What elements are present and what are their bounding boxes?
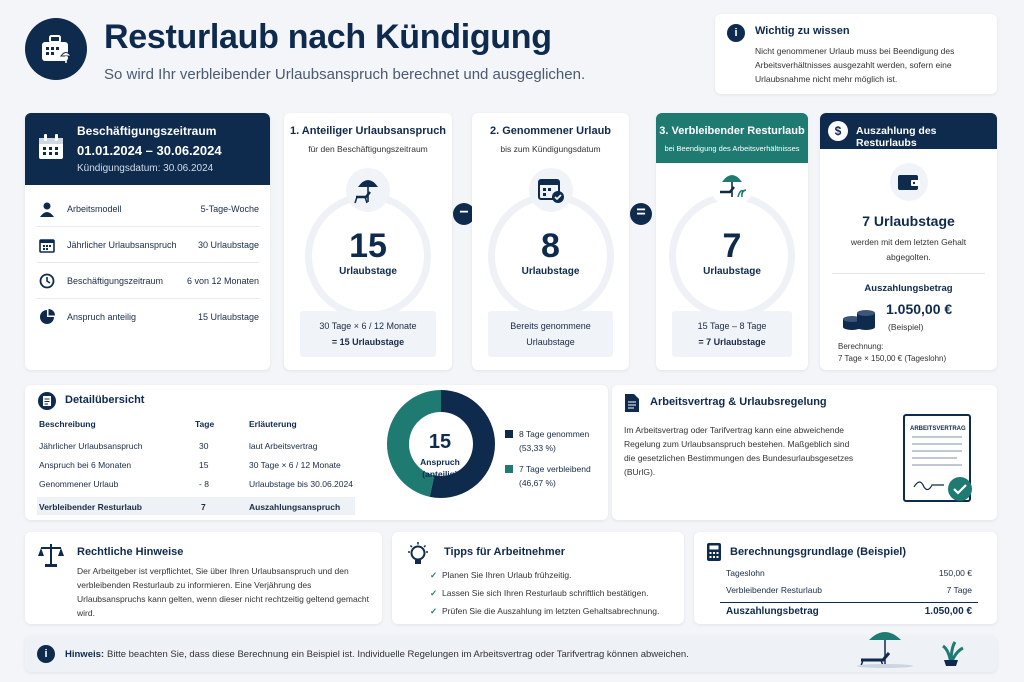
payout-card [820, 113, 997, 370]
payout-title: Auszahlung des Resturlaubs [856, 125, 937, 149]
page-title: Resturlaub nach Kündigung [104, 18, 552, 56]
person-icon [39, 201, 55, 217]
row-value: 30 Urlaubstage [197, 240, 259, 250]
calc-result: = 15 Urlaubstage [331, 337, 405, 347]
basis-label: Verbleibender Resturlaub [726, 585, 822, 595]
detail-title: Detailübersicht [65, 394, 145, 406]
employment-row [37, 227, 259, 263]
tip-item [430, 588, 648, 599]
legend-swatch [505, 465, 513, 473]
step-calculation [672, 311, 792, 357]
table-cell: Urlaubstage bis 30.06.2024 [249, 479, 353, 489]
document-icon [624, 393, 640, 413]
hint-bar [25, 636, 997, 672]
step-card-taken [472, 113, 629, 370]
row-value: 15 Urlaubstage [197, 312, 259, 322]
contract-title: Arbeitsvertrag & Urlaubsregelung [650, 396, 827, 408]
table-cell: Anspruch bei 6 Monaten [39, 460, 132, 470]
check-icon: ✓ [430, 588, 438, 598]
table-header: Erläuterung [249, 419, 297, 429]
donut-label: (anteilig) [422, 469, 458, 479]
legal-text: Der Arbeitgeber ist verpflichtet, Sie über Ihren Urlaubsanspruch und den verbleibenden Resturlaub zu informieren. Eine Verjährung des Urlaubsanspruchs kann gelten, wenn dieser nicht rechtzeitig geltend gemacht wird. [77, 566, 370, 618]
legal-card [25, 532, 382, 624]
employment-row [37, 191, 259, 227]
row-value: 5-Tage-Woche [200, 204, 259, 214]
pie-icon [39, 309, 55, 325]
calc-line: 30 Tage × 6 / 12 Monate [319, 321, 417, 331]
basis-value: 150,00 € [938, 568, 972, 578]
table-cell: 15 [199, 460, 209, 470]
beach-chair-icon [346, 168, 390, 212]
calendar-icon [37, 133, 65, 161]
table-cell: 30 [199, 441, 209, 451]
step-title: 1. Anteiliger Urlaubsanspruch [289, 125, 447, 137]
table-cell: Verbleibender Resturlaub [39, 502, 142, 512]
info-icon: i [727, 24, 745, 42]
tip-text: Planen Sie Ihren Urlaub frühzeitig. [442, 570, 572, 580]
table-cell: Jährlicher Urlaubsanspruch [39, 441, 143, 451]
beach-umbrella-icon [710, 163, 754, 207]
info-title: Wichtig zu wissen [755, 25, 850, 37]
table-cell: - 8 [199, 479, 209, 489]
contract-card [612, 385, 997, 520]
page-subtitle: So wird Ihr verbleibender Urlaubsanspruch berechnet und ausgeglichen. [104, 66, 586, 83]
payout-days-text: werden mit dem letzten Gehalt abgegolten. [850, 237, 967, 262]
equals-operator-icon: = [630, 203, 652, 225]
legend-percent: (53,33 %) [519, 443, 556, 453]
check-icon: ✓ [430, 570, 438, 580]
basis-total-value: 1.050,00 € [924, 606, 972, 617]
row-label: Anspruch anteilig [67, 312, 137, 322]
hint-label: Hinweis: [65, 649, 105, 660]
table-cell: 7 [201, 502, 206, 512]
info-text: Nicht genommener Urlaub muss bei Beendigung des Arbeitsverhältnisses ausgezahlt werden, sofern eine Urlaubsnahme nicht mehr möglich ist. [755, 46, 955, 84]
payout-amount: 1.050,00 € [886, 301, 953, 317]
step-subtitle: für den Beschäftigungszeitraum [308, 144, 428, 154]
step-number: 7 [722, 227, 742, 265]
basis-total-row [720, 602, 978, 620]
payout-amount-note: (Beispiel) [888, 322, 924, 332]
table-cell: laut Arbeitsvertrag [249, 441, 318, 451]
row-label: Beschäftigungszeitraum [67, 276, 164, 286]
divider [832, 273, 985, 274]
employment-title: Beschäftigungszeitraum [77, 124, 217, 138]
document-icon [37, 391, 57, 411]
basis-row [726, 568, 972, 578]
table-cell: Auszahlungsanspruch [249, 502, 341, 512]
calc-line: Urlaubstage [526, 337, 575, 347]
contract-text: Im Arbeitsvertrag oder Tarifvertrag kann eine abweichende Regelung zum Urlaubsanspruch bestehen. Maßgeblich sind die gesetzlichen Bestimmungen des Bundesurlaubsgesetzes (BUrlG). [624, 425, 854, 477]
tips-title: Tipps für Arbeitnehmer [444, 546, 566, 558]
tip-item [430, 606, 659, 617]
tip-item [430, 570, 571, 581]
info-icon: i [37, 645, 55, 663]
tips-card [392, 532, 684, 624]
table-header: Beschreibung [39, 419, 96, 429]
lightbulb-icon [406, 542, 430, 568]
suitcase-logo-icon [25, 18, 87, 80]
basis-total-label: Auszahlungsbetrag [726, 606, 819, 617]
step-subtitle: bis zum Kündigungsdatum [500, 144, 601, 154]
step-number: 8 [541, 227, 560, 265]
wallet-icon [890, 163, 928, 201]
money-bag-icon: $ [828, 121, 848, 141]
tip-text: Lassen Sie sich Ihren Resturlaub schriftlich bestätigen. [442, 588, 649, 598]
step-title: 2. Genommener Urlaub [489, 125, 612, 137]
table-cell: Genommener Urlaub [39, 479, 119, 489]
step-unit: Urlaubstage [339, 266, 397, 277]
calendar-check-icon [529, 168, 573, 212]
scale-icon [37, 542, 65, 568]
row-label: Arbeitsmodell [67, 204, 122, 214]
step-subtitle: bei Beendigung des Arbeitsverhältnisses [664, 144, 800, 153]
step-calculation [300, 311, 436, 357]
employment-row [37, 263, 259, 299]
calculation-basis-card [694, 532, 997, 624]
hint-text: Bitte beachten Sie, dass diese Berechnung ein Beispiel ist. Individuelle Regelungen im Arbeitsvertrag oder Tarifvertrag können abweichen. [107, 649, 689, 660]
employment-header [25, 113, 270, 185]
info-box [715, 14, 997, 94]
step-title: 3. Verbleibender Resturlaub [659, 125, 805, 137]
legend-swatch [505, 430, 513, 438]
row-value: 6 von 12 Monaten [186, 276, 259, 286]
legal-title: Rechtliche Hinweise [77, 546, 184, 558]
clock-icon [39, 273, 55, 289]
table-header: Tage [195, 419, 215, 429]
contract-document-label: ARBEITSVERTRAG [910, 426, 966, 432]
employment-card [25, 113, 270, 370]
row-label: Jährlicher Urlaubsanspruch [67, 240, 177, 250]
check-icon: ✓ [430, 606, 438, 616]
step-card-entitlement [284, 113, 452, 370]
step-unit: Urlaubstage [521, 266, 580, 277]
payout-calc: 7 Tage × 150,00 € (Tageslohn) [838, 354, 947, 363]
detail-overview [25, 385, 608, 520]
basis-label: Tageslohn [726, 568, 765, 578]
employment-range: 01.01.2024 – 30.06.2024 [77, 143, 222, 158]
step-number: 15 [349, 227, 387, 265]
table-cell: 30 Tage × 6 / 12 Monate [249, 460, 341, 470]
step-card-remaining [656, 113, 808, 370]
calendar-icon [39, 237, 55, 253]
minus-operator-icon: − [453, 203, 475, 225]
calc-result: = 7 Urlaubstage [698, 337, 766, 347]
calc-line: Bereits genommene [510, 321, 591, 331]
donut-label: Anspruch [420, 457, 460, 467]
legend-label: 8 Tage genommen [519, 429, 590, 439]
employment-row [37, 299, 259, 335]
legend-label: 7 Tage verbleibend [519, 464, 591, 474]
basis-value: 7 Tage [946, 585, 972, 595]
calculator-icon [706, 542, 722, 562]
step-calculation [488, 311, 613, 357]
tip-text: Prüfen Sie die Auszahlung im letzten Gehaltsabrechnung. [442, 606, 660, 616]
basis-title: Berechnungsgrundlage (Beispiel) [730, 546, 907, 558]
calc-line: 15 Tage – 8 Tage [697, 321, 767, 331]
step-unit: Urlaubstage [703, 266, 761, 277]
basis-row [726, 585, 972, 595]
beach-decoration-icon [855, 624, 975, 668]
coins-icon [842, 303, 876, 331]
payout-header [820, 113, 997, 149]
termination-date: Kündigungsdatum: 30.06.2024 [77, 163, 214, 174]
payout-amount-label: Auszahlungsbetrag [864, 283, 953, 294]
payout-calc-label: Berechnung: [838, 342, 884, 351]
payout-days: 7 Urlaubstage [862, 213, 955, 229]
donut-total: 15 [428, 431, 452, 453]
legend-percent: (46,67 %) [519, 478, 556, 488]
step-header [656, 113, 808, 163]
